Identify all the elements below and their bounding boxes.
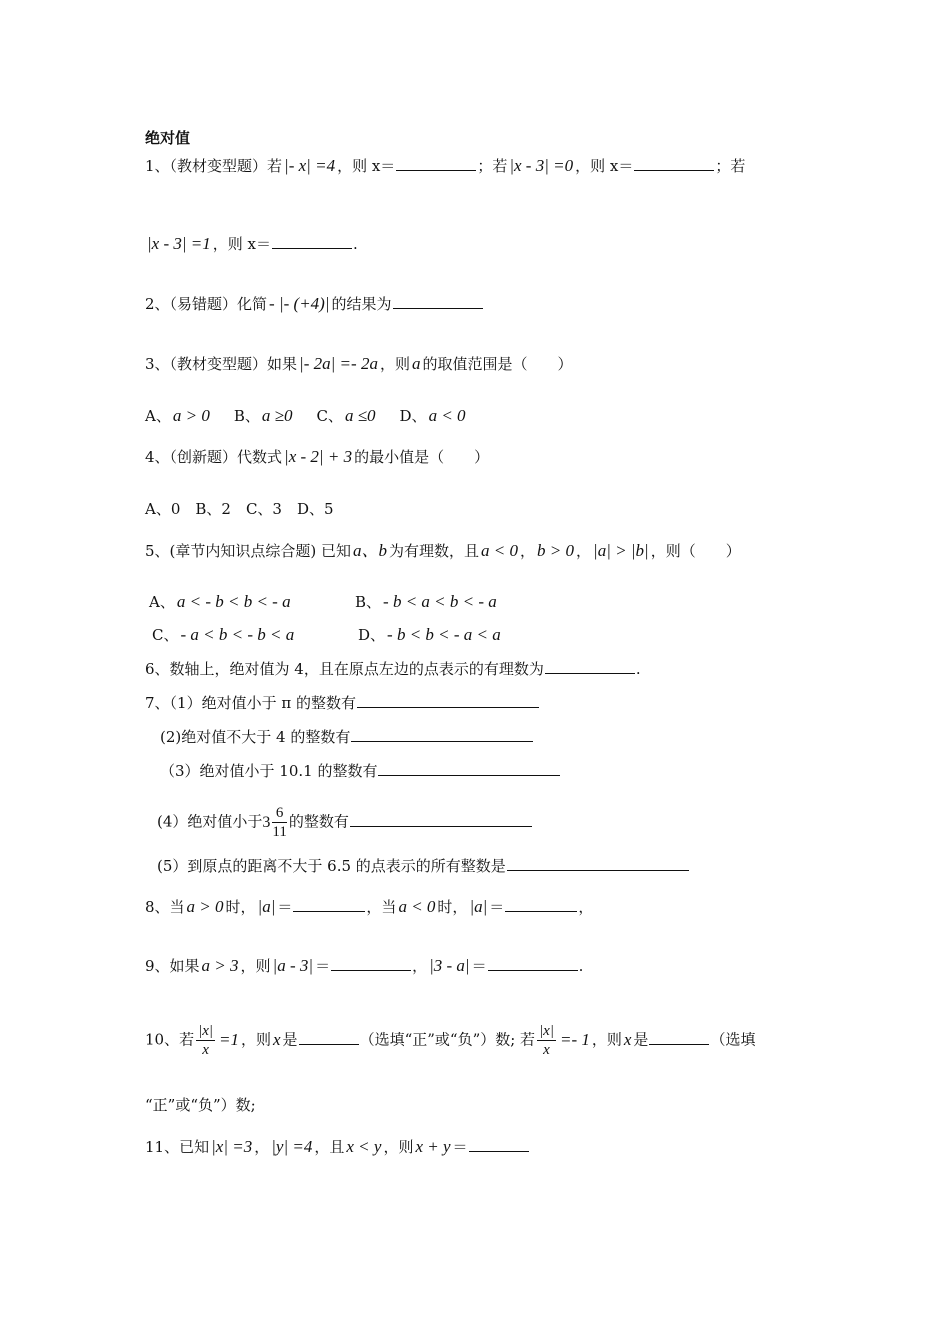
question-3 (145, 353, 572, 375)
q6-end: . (635, 660, 641, 678)
q2-text-b: 的结果为 (331, 295, 392, 313)
q5-formula-1: a < 0 (481, 541, 519, 560)
q5-option-a-label: A、 (149, 593, 175, 611)
q1-text-b: ，则 x＝ (337, 157, 396, 175)
q1-answer-blank-1[interactable] (396, 155, 476, 171)
q8-formula-1: a > 0 (186, 897, 224, 916)
q7-5-answer-blank[interactable] (507, 855, 689, 871)
q5-option-a[interactable]: a < - b < b < - a (176, 592, 291, 611)
q11-comma-1: ， (254, 1138, 270, 1156)
q5-option-d[interactable]: - b < b < - a < a (387, 625, 501, 644)
q10-variable-1: x (273, 1029, 281, 1049)
q10-text: 10、若 (145, 1030, 195, 1049)
q5-option-b-label: B、 (355, 593, 382, 611)
q7-3-text: （3）绝对值小于 10.1 的整数有 (160, 762, 378, 780)
q1-text: 1、（教材变型题）若 (145, 157, 283, 175)
q10-text-g: （选填 (710, 1030, 756, 1049)
question-10 (145, 1022, 755, 1059)
q5-comma-2: ， (576, 542, 592, 560)
q10-text-e: ，则 (591, 1030, 622, 1049)
q9-text: 9、如果 (145, 957, 200, 975)
q10-text-d: （选填“正”或“负”）数; 若 (359, 1030, 536, 1049)
q3-formula: |- 2a| =- 2a (299, 354, 378, 373)
q3-option-b[interactable]: a ≥0 (261, 406, 293, 425)
q5-option-b[interactable]: - b < a < b < - a (383, 592, 497, 611)
q3-text-c: 的取值范围是（ ） (422, 355, 573, 373)
q10-fraction-2-denominator: x (543, 1042, 550, 1058)
q4-formula: |x - 2| + 3 (284, 447, 353, 466)
q11-text-c: ，且 (314, 1138, 345, 1156)
q1-answer-blank-2[interactable] (634, 155, 714, 171)
q8-formula-3: a < 0 (398, 897, 436, 916)
q10-text-f: 是 (633, 1030, 649, 1049)
q8-answer-blank-2[interactable] (505, 896, 577, 912)
question-1 (145, 155, 745, 177)
q8-equals-2: ＝ (489, 898, 505, 916)
q1-text-c: ；若 (477, 157, 508, 175)
q11-answer-blank[interactable] (469, 1136, 529, 1152)
q10-fraction-2 (537, 1022, 556, 1059)
q3-option-d[interactable]: a < 0 (428, 406, 466, 425)
q6-text: 6、数轴上，绝对值为 4，且在原点左边的点表示的有理数为 (145, 660, 544, 678)
q11-formula-1: |x| =3 (211, 1137, 253, 1156)
q8-text: 8、当 (145, 898, 185, 916)
q3-option-c[interactable]: a ≤0 (344, 406, 376, 425)
q4-text: 4、（创新题）代数式 (145, 448, 283, 466)
question-5-options-cd (152, 624, 501, 646)
question-7-2 (160, 726, 534, 748)
q5-option-c-label: C、 (152, 626, 179, 644)
q11-formula-2: |y| =4 (271, 1137, 313, 1156)
q7-4-answer-blank[interactable] (350, 811, 532, 827)
q10-answer-blank-1[interactable] (299, 1029, 359, 1045)
q3-text: 3、（教材变型题）如果 (145, 355, 298, 373)
q5-vars: a、b (353, 541, 388, 560)
question-3-options (145, 405, 468, 427)
q3-option-c-label: C、 (316, 407, 343, 425)
q3-variable: a (411, 354, 421, 373)
question-5-options-ab (149, 591, 497, 613)
q11-text: 11、已知 (145, 1138, 210, 1156)
q2-formula: - |- (+4)| (269, 294, 330, 313)
q10-formula-2: =- 1 (559, 1029, 590, 1049)
q10-fraction-1-numerator: |x| (198, 1023, 213, 1039)
question-2 (145, 293, 484, 315)
q10-text-b: ，则 (240, 1030, 271, 1049)
q11-equals: ＝ (452, 1138, 468, 1156)
q9-answer-blank-1[interactable] (331, 955, 411, 971)
q10-formula-1: =1 (219, 1029, 239, 1049)
q8-text-d: 时， (437, 898, 468, 916)
question-4 (145, 446, 489, 468)
q10-answer-blank-2[interactable] (649, 1029, 709, 1045)
q2-answer-blank[interactable] (393, 293, 483, 309)
q9-formula-3: |3 - a| (429, 956, 470, 975)
q1-formula-3: |x - 3| =1 (147, 234, 211, 253)
q7-4-whole: 3 (262, 813, 271, 831)
q5-text-e: ，则（ ） (650, 542, 741, 560)
q5-formula-3: |a| > |b| (593, 541, 649, 560)
question-6 (145, 658, 641, 680)
q8-formula-2: |a| (257, 897, 276, 916)
q9-text-b: ，则 (240, 957, 271, 975)
q1-text-d: ，则 x＝ (575, 157, 634, 175)
question-1-continued (145, 233, 358, 255)
q9-end: . (578, 957, 584, 975)
q1-text-e: ；若 (715, 157, 746, 175)
q5-option-d-label: D、 (358, 626, 386, 644)
q7-1-answer-blank[interactable] (357, 692, 539, 708)
q9-formula-2: |a - 3| (272, 956, 314, 975)
q8-text-b: 时， (225, 898, 256, 916)
question-10-continued: “正”或“负”）数; (145, 1096, 256, 1114)
q7-4-text-b: 的整数有 (288, 812, 349, 831)
q7-2-answer-blank[interactable] (351, 726, 533, 742)
q7-4-text: (4）绝对值小于 (157, 812, 263, 831)
q4-text-b: 的最小值是（ ） (354, 448, 490, 466)
q8-text-c: ，当 (366, 898, 397, 916)
question-7-4 (157, 804, 533, 841)
section-title: 绝对值 (145, 129, 191, 147)
q7-5-text: (5）到原点的距离不大于 6.5 的点表示的所有整数是 (157, 857, 506, 875)
q3-option-b-label: B、 (233, 407, 260, 425)
q1b-text: ，则 x＝ (212, 235, 272, 253)
q7-4-numerator: 6 (272, 804, 286, 823)
q7-3-answer-blank[interactable] (378, 760, 560, 776)
q7-4-mixed-number (262, 804, 288, 841)
q1-answer-blank-3[interactable] (272, 233, 352, 249)
question-4-options[interactable]: A、0 B、2 C、3 D、5 (145, 500, 334, 518)
q3-option-a[interactable]: a > 0 (172, 406, 210, 425)
q5-text: 5、(章节内知识点综合题) 已知 (145, 542, 352, 560)
q2-text: 2、（易错题）化简 (145, 295, 268, 313)
question-7-3 (160, 760, 561, 782)
q10-fraction-2-numerator: |x| (539, 1023, 554, 1039)
q9-text-c: ， (412, 957, 428, 975)
q5-text-b: 为有理数，且 (389, 542, 480, 560)
question-11 (145, 1136, 530, 1158)
q9-equals-1: ＝ (315, 957, 331, 975)
q10-fraction-1-denominator: x (202, 1042, 209, 1058)
question-5 (145, 540, 741, 562)
question-7-1 (145, 692, 540, 714)
q1b-end: . (353, 235, 358, 253)
q5-comma-1: ， (520, 542, 536, 560)
question-7-5 (157, 855, 690, 877)
q9-formula-1: a > 3 (201, 956, 239, 975)
q10-variable-2: x (623, 1029, 632, 1049)
q11-formula-4: x + y (415, 1137, 451, 1156)
q7-4-denominator: 11 (272, 824, 287, 840)
q8-answer-blank-1[interactable] (293, 896, 365, 912)
q3-option-a-label: A、 (145, 407, 171, 425)
q3-text-b: ，则 (379, 355, 410, 373)
question-9 (145, 955, 583, 977)
q11-formula-3: x < y (346, 1137, 382, 1156)
q10-text-c: 是 (282, 1030, 298, 1049)
q7-1-text: 7、（1）绝对值小于 π 的整数有 (145, 694, 356, 712)
q7-2-text: (2)绝对值不大于 4 的整数有 (160, 728, 351, 746)
q10-fraction-1 (196, 1022, 215, 1059)
q8-formula-4: |a| (469, 897, 488, 916)
q11-text-d: ，则 (383, 1138, 414, 1156)
q9-equals-2: ＝ (471, 957, 487, 975)
q1-formula-1: |- x| =4 (284, 156, 336, 175)
question-8 (145, 896, 593, 918)
q5-option-c[interactable]: - a < b < - b < a (180, 625, 295, 644)
q5-formula-2: b > 0 (537, 541, 575, 560)
q9-answer-blank-2[interactable] (488, 955, 578, 971)
q3-option-d-label: D、 (399, 407, 427, 425)
q1-formula-2: |x - 3| =0 (509, 156, 574, 175)
q6-answer-blank[interactable] (545, 658, 635, 674)
q8-equals-1: ＝ (277, 898, 293, 916)
q8-end: ， (578, 898, 594, 916)
